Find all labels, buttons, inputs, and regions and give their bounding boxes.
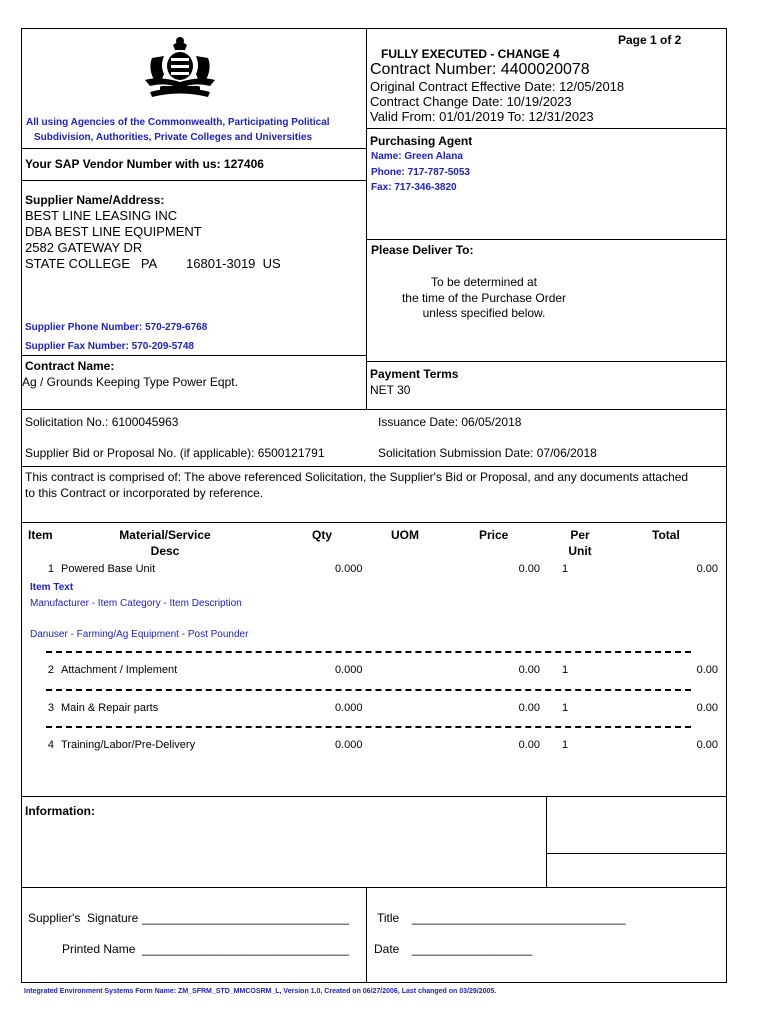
divider [366, 239, 727, 240]
divider [366, 361, 727, 362]
col-header-uom: UOM [391, 528, 419, 542]
original-effective-date: Original Contract Effective Date: 12/05/2018 [370, 79, 625, 94]
date-label: Date [374, 942, 400, 956]
row-4-price: 0.00 [518, 739, 540, 751]
divider [21, 466, 727, 467]
row-4-item: 4 [47, 739, 54, 751]
supplier-phone: Supplier Phone Number: 570-279-6768 [25, 322, 208, 333]
deliver-line-3: unless specified below. [422, 306, 546, 320]
divider [21, 522, 727, 523]
row-4-total: 0.00 [696, 739, 718, 751]
row-2-price: 0.00 [518, 664, 540, 676]
supplier-line-3: 2582 GATEWAY DR [25, 240, 143, 255]
col-header-per-2: Unit [568, 544, 592, 558]
row-2-desc: Attachment / Implement [61, 664, 178, 676]
row-1-per: 1 [562, 563, 569, 575]
issuance-date: Issuance Date: 06/05/2018 [378, 415, 522, 429]
col-header-item: Item [28, 528, 53, 542]
col-header-desc: Material/Service [119, 528, 211, 542]
divider [546, 853, 727, 854]
purchasing-agent-phone: Phone: 717-787-5053 [371, 167, 470, 178]
supplier-heading: Supplier Name/Address: [25, 193, 165, 207]
divider [21, 180, 366, 181]
row-1-qty: 0.000 [335, 563, 363, 575]
agencies-line-1: All using Agencies of the Commonwealth, Participating Political [26, 117, 330, 128]
divider [366, 128, 727, 129]
supplier-city: STATE COLLEGE PA [25, 256, 158, 271]
row-2-per: 1 [562, 664, 569, 676]
divider [21, 887, 727, 888]
date-field[interactable]: __________________ [412, 942, 533, 956]
row-2-total: 0.00 [696, 664, 718, 676]
supplier-signature-label: Supplier's Signature [28, 911, 139, 925]
center-divider [366, 28, 367, 409]
signature-divider [366, 887, 367, 983]
supplier-line-2: DBA BEST LINE EQUIPMENT [25, 224, 202, 239]
row-1-desc: Powered Base Unit [61, 563, 156, 575]
divider [21, 796, 727, 797]
valid-dates: Valid From: 01/01/2019 To: 12/31/2023 [370, 109, 594, 124]
item-text-line-1: Manufacturer - Item Category - Item Description [30, 598, 242, 609]
row-separator [46, 726, 691, 728]
row-4-desc: Training/Labor/Pre-Delivery [61, 739, 196, 751]
printed-name-field[interactable]: _______________________________ [142, 942, 349, 956]
supplier-bid-number: Supplier Bid or Proposal No. (if applicable): 6500121791 [25, 446, 325, 460]
purchasing-agent-heading: Purchasing Agent [370, 134, 473, 148]
title-label: Title [377, 911, 400, 925]
purchasing-agent-fax: Fax: 717-346-3820 [371, 182, 457, 193]
supplier-zip: 16801-3019 US [186, 256, 281, 271]
row-2-item: 2 [47, 664, 54, 676]
row-1-item: 1 [47, 563, 54, 575]
row-separator [46, 689, 691, 691]
solicitation-number: Solicitation No.: 6100045963 [25, 415, 179, 429]
col-header-desc-2: Desc [150, 544, 180, 558]
info-divider [546, 796, 547, 887]
row-4-per: 1 [562, 739, 569, 751]
form-footer: Integrated Environment Systems Form Name: ZM_SFRM_STD_MMCOSRM_L, Version 1.0, Created on 06/27/2006, Last changed on 03/29/2005. [24, 988, 497, 995]
supplier-line-1: BEST LINE LEASING INC [25, 208, 178, 223]
row-2-qty: 0.000 [335, 664, 363, 676]
contract-name-value: Ag / Grounds Keeping Type Power Eqpt. [22, 375, 238, 389]
row-1-price: 0.00 [518, 563, 540, 575]
row-3-price: 0.00 [518, 702, 540, 714]
row-3-desc: Main & Repair parts [61, 702, 159, 714]
supplier-signature-field[interactable]: _______________________________ [142, 911, 349, 925]
execution-status: FULLY EXECUTED - CHANGE 4 [381, 47, 560, 61]
supplier-fax: Supplier Fax Number: 570-209-5748 [25, 341, 194, 352]
col-header-total: Total [652, 528, 680, 542]
submission-date: Solicitation Submission Date: 07/06/2018 [378, 446, 597, 460]
row-3-qty: 0.000 [335, 702, 363, 714]
commonwealth-seal-icon [140, 36, 220, 98]
item-text-label: Item Text [30, 582, 74, 593]
comprised-line-1: This contract is comprised of: The above referenced Solicitation, the Supplier's Bid or Proposal, and any documents attached [25, 470, 689, 484]
page-label: Page 1 of 2 [618, 33, 682, 47]
col-header-qty: Qty [312, 528, 333, 542]
deliver-line-2: the time of the Purchase Order [401, 291, 567, 305]
contract-change-date: Contract Change Date: 10/19/2023 [370, 94, 572, 109]
row-1-total: 0.00 [696, 563, 718, 575]
row-4-qty: 0.000 [335, 739, 363, 751]
title-field[interactable]: ________________________________ [412, 911, 626, 925]
divider [21, 148, 366, 149]
row-3-total: 0.00 [696, 702, 718, 714]
divider [21, 355, 366, 356]
contract-name-heading: Contract Name: [25, 359, 115, 373]
payment-terms-value: NET 30 [370, 383, 411, 397]
deliver-line-1: To be determined at [430, 275, 538, 289]
contract-number: Contract Number: 4400020078 [370, 61, 590, 78]
information-label: Information: [25, 804, 95, 818]
agencies-line-2: Subdivision, Authorities, Private Colleges and Universities [34, 132, 313, 143]
col-header-price: Price [479, 528, 509, 542]
purchasing-agent-name: Name: Green Alana [371, 151, 463, 162]
row-separator [46, 651, 691, 653]
printed-name-label: Printed Name [62, 942, 136, 956]
divider [21, 409, 727, 410]
item-text-line-2: Danuser - Farming/Ag Equipment - Post Pounder [30, 629, 249, 640]
payment-terms-heading: Payment Terms [370, 367, 459, 381]
col-header-per: Per [570, 528, 590, 542]
comprised-line-2: to this Contract or incorporated by reference. [25, 486, 264, 500]
sap-vendor-number: Your SAP Vendor Number with us: 127406 [25, 157, 264, 171]
deliver-heading: Please Deliver To: [371, 243, 474, 257]
row-3-item: 3 [47, 702, 54, 714]
row-3-per: 1 [562, 702, 569, 714]
